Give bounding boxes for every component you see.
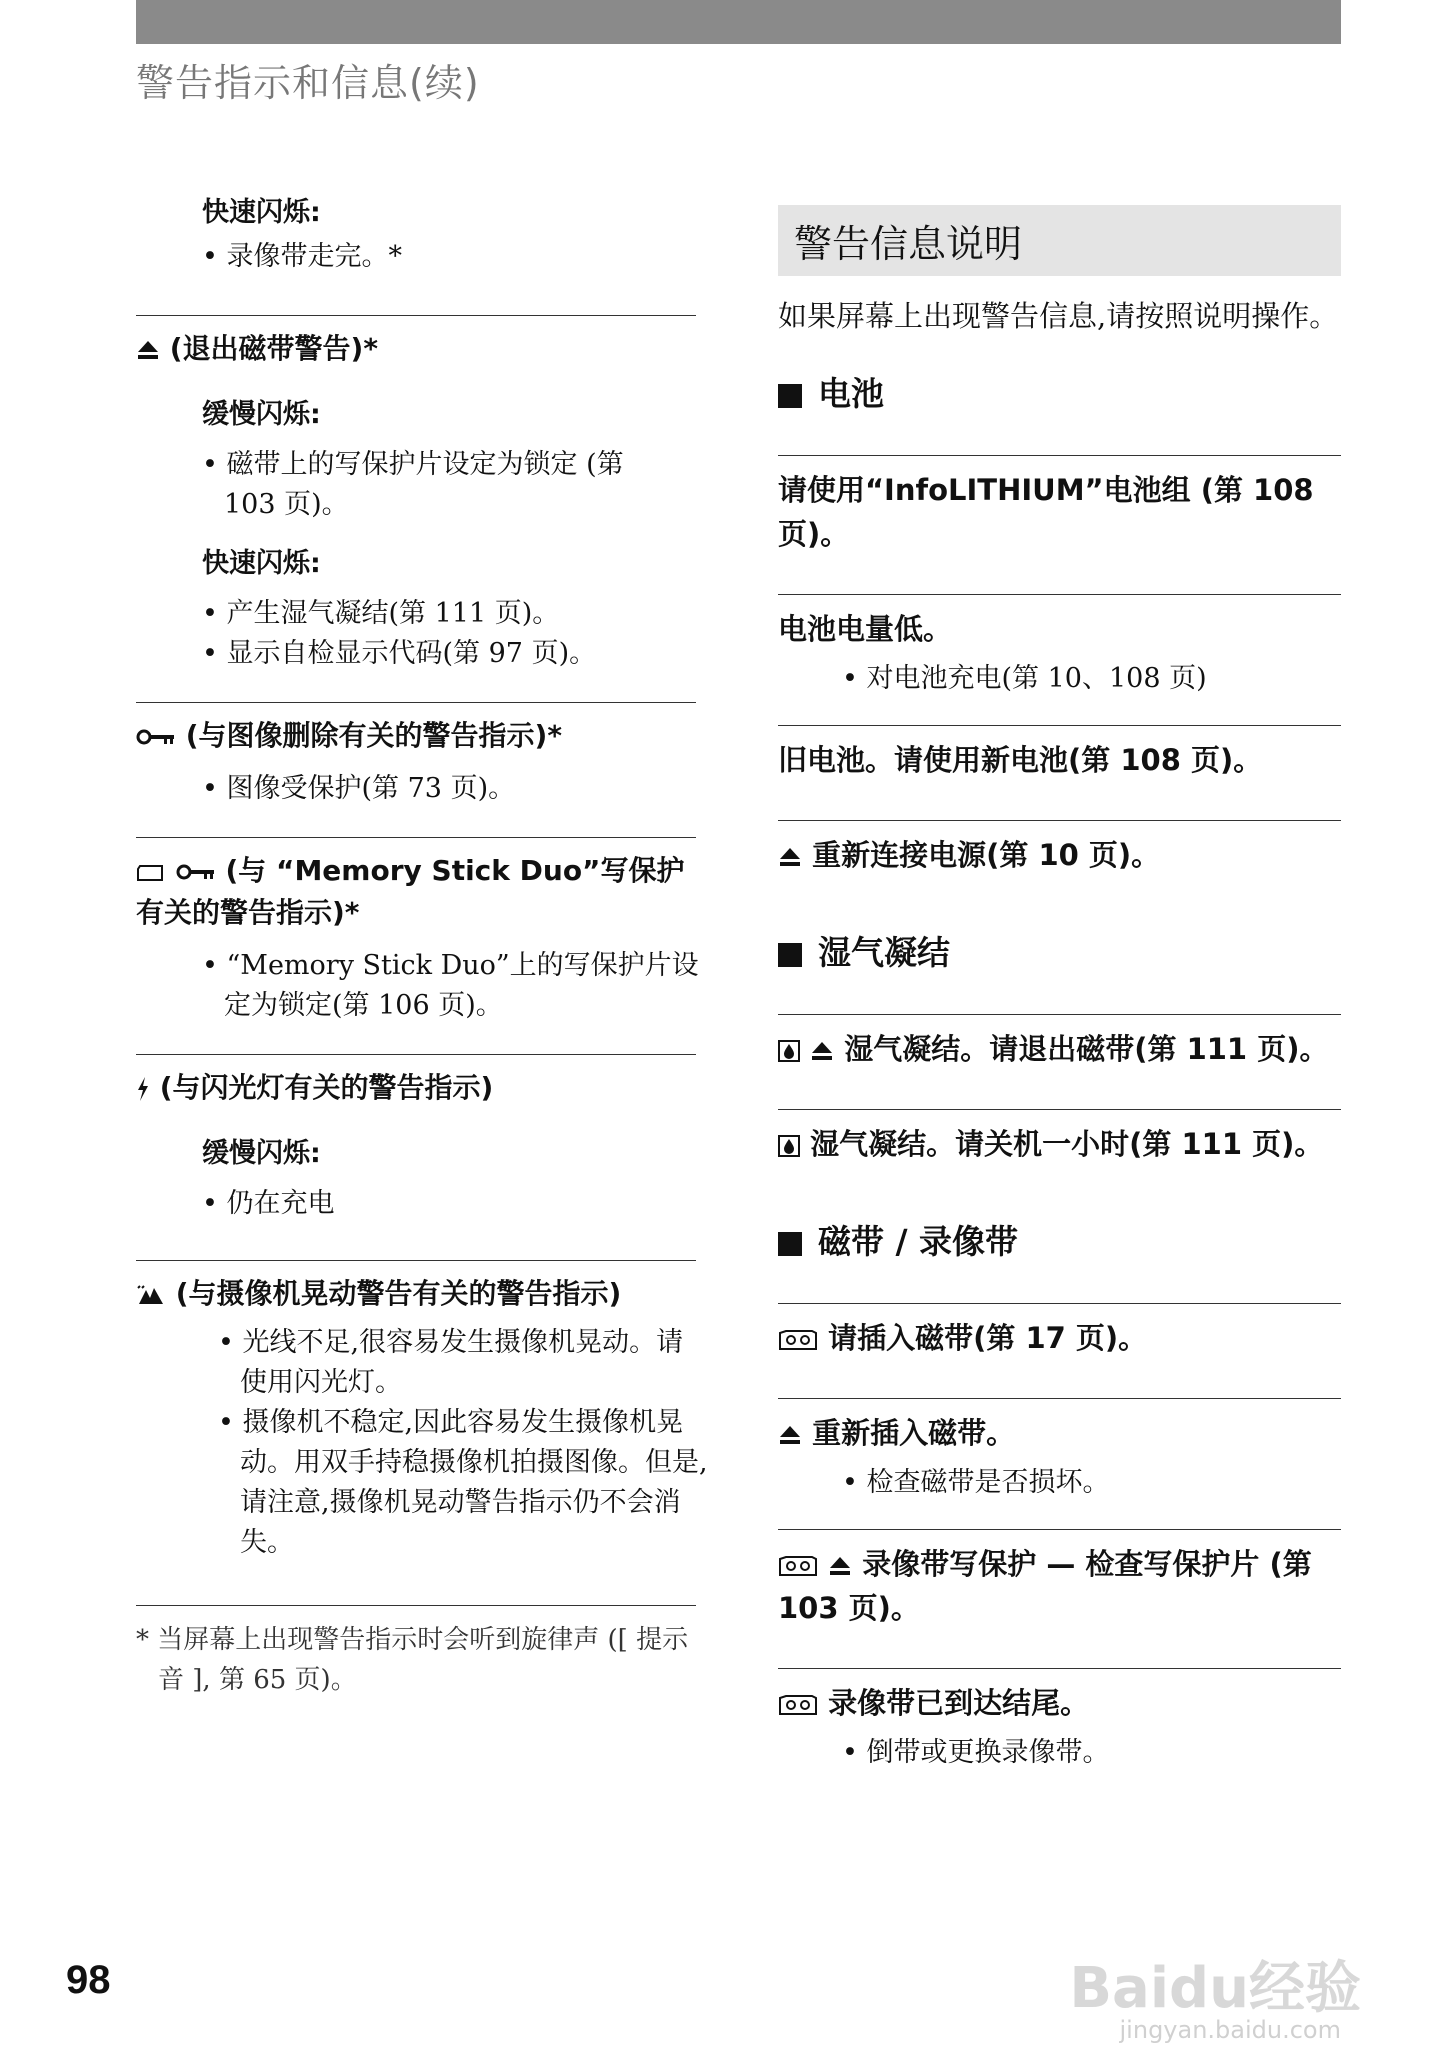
ms-warning-section: [136, 837, 699, 1026]
eject-icon: [828, 1555, 852, 1577]
eject-icon: [136, 339, 160, 361]
tape-item-1: [778, 1303, 1341, 1360]
shake-warning-section: [136, 1260, 708, 1563]
section-square-icon: [778, 384, 802, 408]
condensation-icon: [778, 1135, 800, 1157]
shake-warning-title: (与摄像机晃动警告有关的警告指示): [175, 1277, 622, 1310]
warning-messages-banner: 警告信息说明: [778, 205, 1341, 276]
image-protected-bullet: • 图像受保护(第 73 页)。: [202, 773, 516, 804]
protect-warning-section: [136, 702, 696, 809]
check-tape-bullet: • 检查磁带是否损坏。: [842, 1467, 1110, 1498]
condensation-icon: [778, 1040, 800, 1062]
self-diag-bullet: • 显示自检显示代码(第 97 页)。: [202, 638, 597, 669]
protect-warning-title: (与图像删除有关的警告指示)*: [185, 719, 562, 752]
tape-item-4: [778, 1668, 1341, 1773]
memory-stick-icon: [136, 862, 166, 882]
watermark-logo: Baidu经验: [1069, 1956, 1361, 2021]
eject-icon: [778, 846, 802, 868]
battery-low: 电池电量低。: [778, 612, 953, 646]
slow-blink-label-2: 缓慢闪烁:: [202, 1138, 321, 1169]
flash-warning-section: [136, 1054, 696, 1224]
header-bar: [136, 0, 1341, 44]
write-protect-bullet: • 磁带上的写保护片设定为锁定 (第 103 页)。: [202, 449, 624, 520]
page-heading: 警告指示和信息(续): [136, 61, 480, 105]
ms-lock-bullet: • “Memory Stick Duo”上的写保护片设定为锁定(第 106 页)。: [202, 950, 699, 1021]
flash-icon: [136, 1077, 150, 1101]
watermark-url: jingyan.baidu.com: [1119, 2016, 1341, 2044]
condensation-eject: 湿气凝结。请退出磁带(第 111 页)。: [844, 1032, 1329, 1066]
battery-item-2: [778, 594, 1341, 699]
right-column: [778, 205, 1341, 1773]
reconnect-power: 重新连接电源(第 10 页)。: [812, 838, 1161, 872]
low-light-bullet: • 光线不足,很容易发生摄像机晃动。请使用闪光灯。: [218, 1327, 684, 1398]
battery-infolithium: 请使用“InfoLITHIUM”电池组 (第 108 页)。: [778, 473, 1314, 551]
condensation-item-1: [778, 1014, 1341, 1071]
eject-warning-title: (退出磁带警告)*: [169, 332, 378, 365]
camera-shake-icon: [136, 1284, 166, 1306]
fast-blink-label: 快速闪烁:: [202, 197, 321, 228]
eject-warning-section: [136, 315, 696, 674]
footnote: * 当屏幕上出现警告指示时会听到旋律声 ([ 提示音 ], 第 65 页)。: [136, 1625, 689, 1695]
tape-write-protect: 录像带写保护 — 检查写保护片 (第 103 页)。: [778, 1547, 1312, 1625]
charging-bullet: • 仍在充电: [202, 1188, 335, 1219]
footnote-section: [136, 1605, 696, 1700]
condensation-heading: 湿气凝结: [818, 933, 950, 972]
tape-item-2: [778, 1398, 1341, 1503]
insert-tape: 请插入磁带(第 17 页)。: [828, 1321, 1148, 1355]
tape-item-3: [778, 1529, 1341, 1630]
eject-icon: [778, 1424, 802, 1446]
tape-end: 录像带已到达结尾。: [828, 1686, 1090, 1720]
key-protect-icon: [136, 727, 176, 747]
cassette-icon: [778, 1555, 818, 1577]
charge-battery-bullet: • 对电池充电(第 10、108 页): [842, 663, 1207, 694]
unstable-camera-bullet: • 摄像机不稳定,因此容易发生摄像机晃动。用双手持稳摄像机拍摄图像。但是,请注意,摄像机晃动警告指示仍不会消失。: [218, 1407, 708, 1558]
fast-blink-label-2: 快速闪烁:: [202, 548, 321, 579]
condensation-bullet: • 产生湿气凝结(第 111 页)。: [202, 598, 560, 629]
condensation-power-off: 湿气凝结。请关机一小时(第 111 页)。: [810, 1127, 1324, 1161]
battery-heading: 电池: [818, 374, 884, 413]
cassette-icon: [778, 1329, 818, 1351]
left-column: [136, 190, 708, 1700]
tape-end-bullet: • 录像带走完。*: [202, 241, 403, 272]
intro-text: 如果屏幕上出现警告信息,请按照说明操作。: [778, 299, 1339, 333]
section-square-icon: [778, 1232, 802, 1256]
condensation-item-2: [778, 1109, 1341, 1166]
flash-warning-title: (与闪光灯有关的警告指示): [159, 1071, 494, 1104]
reinsert-tape: 重新插入磁带。: [812, 1416, 1016, 1450]
old-battery: 旧电池。请使用新电池(第 108 页)。: [778, 743, 1263, 777]
key-protect-icon: [176, 862, 216, 882]
cassette-icon: [778, 1694, 818, 1716]
battery-item-4: [778, 820, 1341, 877]
tape-heading: 磁带 / 录像带: [818, 1222, 1019, 1261]
ms-warning-title: (与 “Memory Stick Duo”写保护有关的警告指示)*: [136, 854, 685, 929]
section-square-icon: [778, 943, 802, 967]
rewind-bullet: • 倒带或更换录像带。: [842, 1737, 1110, 1768]
battery-item-1: [778, 455, 1341, 556]
slow-blink-label: 缓慢闪烁:: [202, 399, 321, 430]
eject-icon: [810, 1040, 834, 1062]
page-number: 98: [66, 1958, 111, 2002]
battery-item-3: [778, 725, 1341, 782]
